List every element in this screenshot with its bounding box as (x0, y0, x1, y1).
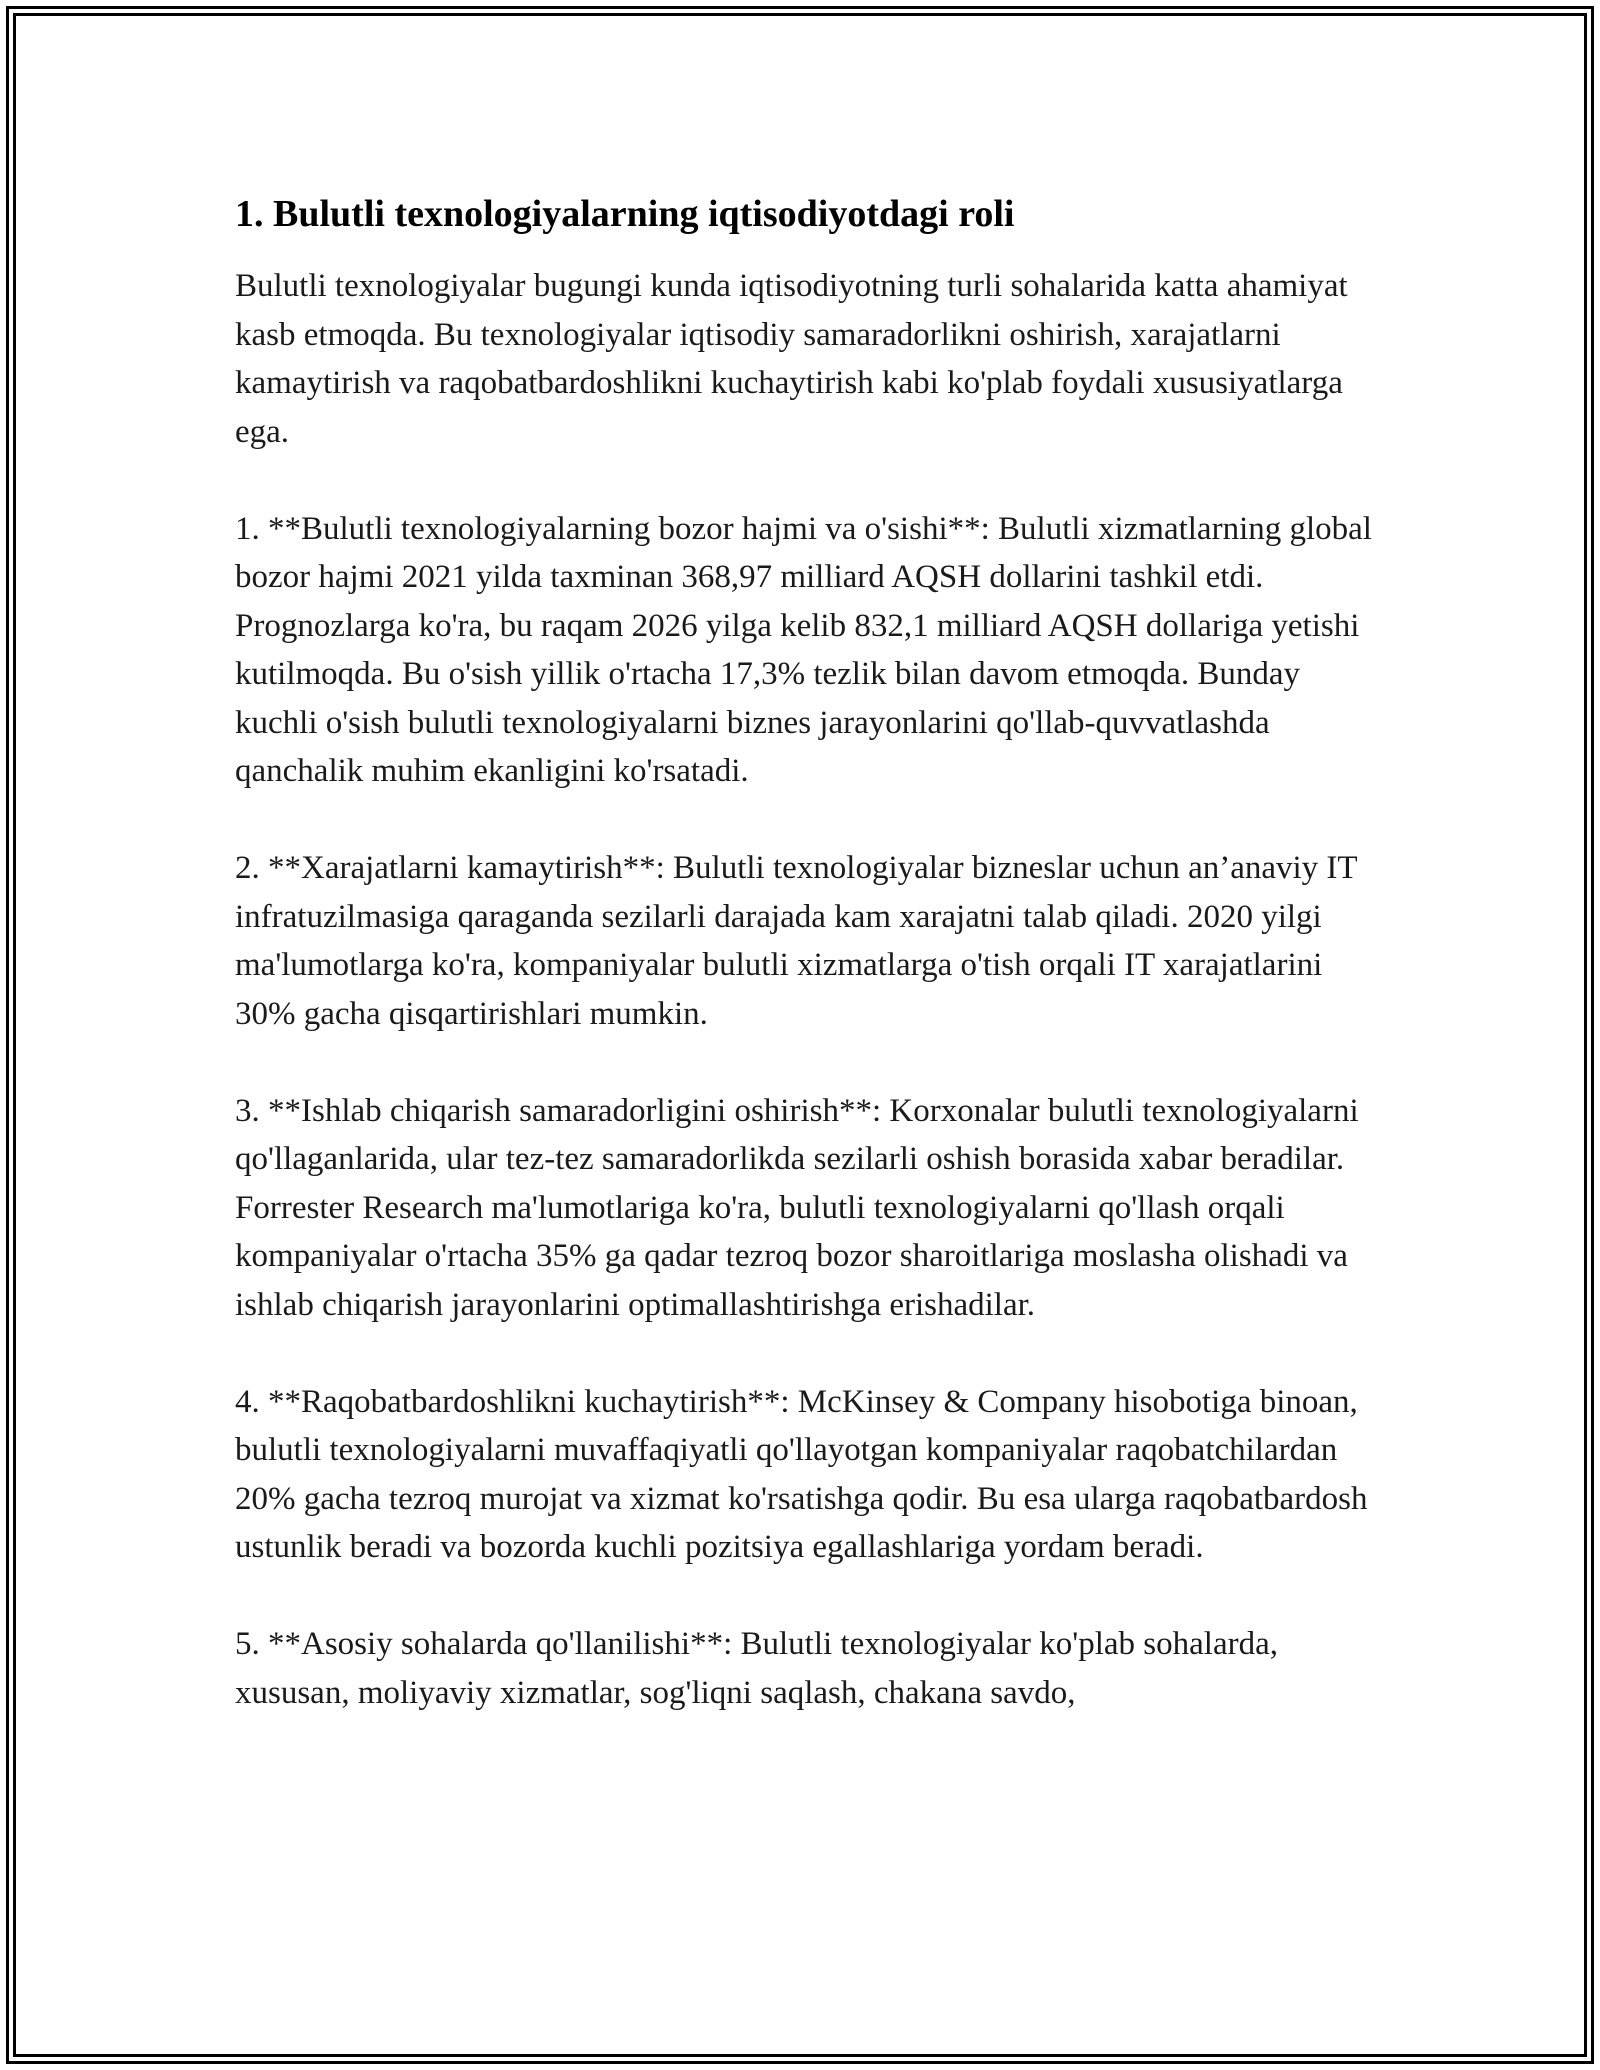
list-item-productivity: 3. **Ishlab chiqarish samaradorligini oshirish**: Korxonalar bulutli texnologiyalarni qo'llaganlarida, ular tez-tez samaradorlikda sezilarli oshish borasida xabar beradilar. Forrester Research ma'lumotlariga ko'ra, bulutli texnologiyalarni qo'llash orqali kompaniyalar o'rtacha 35% ga qadar tezroq bozor sharoitlariga moslasha olishadi va ishlab chiqarish jarayonlarini optimallashtirishga erishadilar. (235, 1092, 1359, 1323)
list-item-competitiveness: 4. **Raqobatbardoshlikni kuchaytirish**: McKinsey & Company hisobotiga binoan, bulutli texnologiyalarni muvaffaqiyatli qo'llayotgan kompaniyalar raqobatchilardan 20% gacha tezroq murojat va xizmat ko'rsatishga qodir. Bu esa ularga raqobatbardosh ustunlik beradi va bozorda kuchli pozitsiya egallashlariga yordam beradi. (235, 1383, 1368, 1565)
intro-paragraph: Bulutli texnologiyalar bugungi kunda iqtisodiyotning turli sohalarida katta ahamiyat kasb etmoqda. Bu texnologiyalar iqtisodiy samaradorlikni oshirish, xarajatlarni kamaytirish va raqobatbardoshlikni kuchaytirish kabi ko'plab foydali xususiyatlarga ega. (235, 268, 1348, 450)
section-heading: 1. Bulutli texnologiyalarning iqtisodiyotdagi roli (235, 193, 1015, 235)
document-body (235, 186, 1375, 1717)
list-item-market-size: 1. **Bulutli texnologiyalarning bozor hajmi va o'sishi**: Bulutli xizmatlarning global bozor hajmi 2021 yilda taxminan 368,97 milliard AQSH dollarini tashkil etdi. Prognozlarga ko'ra, bu raqam 2026 yilga kelib 832,1 milliard AQSH dollariga yetishi kutilmoqda. Bu o'sish yillik o'rtacha 17,3% tezlik bilan davom etmoqda. Bunday kuchli o'sish bulutli texnologiyalarni biznes jarayonlarini qo'llab-quvvatlashda qanchalik muhim ekanligini ko'rsatadi. (235, 510, 1372, 789)
list-item-key-sectors: 5. **Asosiy sohalarda qo'llanilishi**: Bulutli texnologiyalar ko'plab sohalarda, xususan, moliyaviy xizmatlar, sog'liqni saqlash, chakana savdo, (235, 1626, 1278, 1711)
list-item-cost-reduction: 2. **Xarajatlarni kamaytirish**: Bulutli texnologiyalar bizneslar uchun an’anaviy IT infratuzilmasiga qaraganda sezilarli darajada kam xarajatni talab qiladi. 2020 yilgi ma'lumotlarga ko'ra, kompaniyalar bulutli xizmatlarga o'tish orqali IT xarajatlarini 30% gacha qisqartirishlari mumkin. (235, 850, 1357, 1032)
